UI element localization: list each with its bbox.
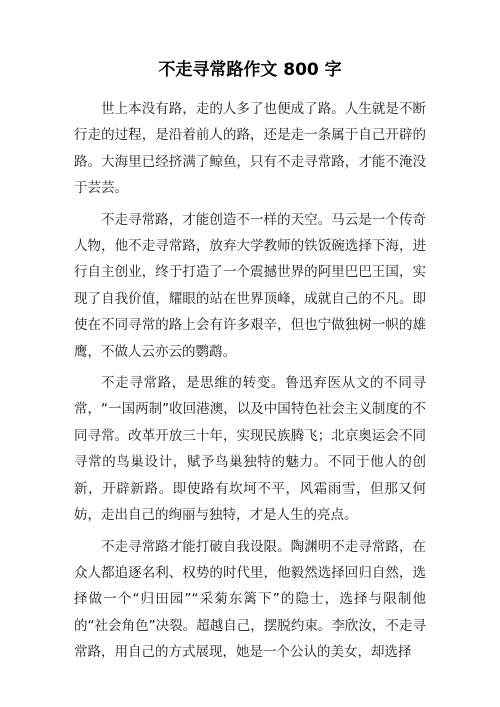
paragraph-4: 不走寻常路才能打破自我设限。陶渊明不走寻常路，在众人都追逐名利、权势的时代里，他毅然选择回归自然，选择做一个“归田园”“采菊东篱下”的隐士，选择与限制他的“社会角色”决裂。超越自己，摆脱约束。李欣汝，不走寻常路，用自己的方式展现，她是一个公认的美女，却选择 [74,538,426,661]
document-body [74,96,426,671]
paragraph-3: 不走寻常路，是思维的转变。鲁迅弃医从文的不同寻常，“一国两制”收回港澳，以及中国特色社会主义制度的不同寻常。改革开放三十年，实现民族腾飞；北京奥运会不同寻常的鸟巢设计，赋予鸟巢独特的魅力。不同于他人的创新，开辟新路。即使路有坎坷不平，风霜雨雪，但那又何妨，走出自己的绚丽与独特，才是人生的亮点。 [74,375,426,524]
paragraph-1: 世上本没有路，走的人多了也便成了路。人生就是不断行走的过程，是沿着前人的路，还是走一条属于自己开辟的路。大海里已经挤满了鲸鱼，只有不走寻常路，才能不淹没于芸芸。 [74,101,426,197]
document-title: 不走寻常路作文 800 字 [158,60,342,80]
paragraph-2: 不走寻常路，才能创造不一样的天空。马云是一个传奇人物，他不走寻常路，放弃大学教师的铁饭碗选择下海，进行自主创业，终于打造了一个震撼世界的阿里巴巴王国，实现了自我价值，耀眼的站在世界顶峰，成就自己的不凡。即使在不同寻常的路上会有许多艰辛，但也宁做独树一帜的雄鹰，不做人云亦云的鹦鹉。 [74,211,426,360]
